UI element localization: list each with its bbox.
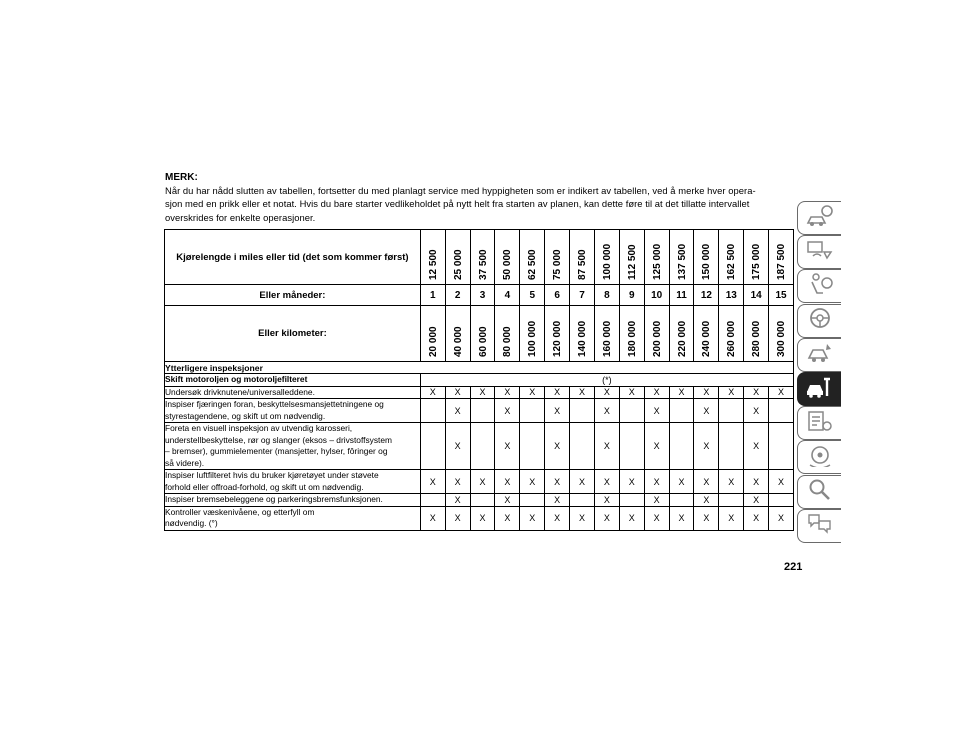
interval-mark: X: [495, 506, 520, 530]
interval-mark: X: [694, 470, 719, 494]
operation-label: [165, 386, 421, 399]
km-cell: [520, 306, 545, 362]
km-value: 140 000: [577, 320, 589, 357]
interval-mark: X: [470, 470, 495, 494]
interval-mark: X: [545, 494, 570, 507]
km-cell: [669, 306, 694, 362]
operation-label-line: Kontroller væskenivåene, og etterfyll om: [165, 506, 315, 517]
miles-cell: [445, 230, 470, 285]
miles-value: 12 500: [427, 249, 439, 280]
chapter-tab-warning-lights[interactable]: [797, 235, 841, 269]
km-value: 60 000: [477, 326, 489, 357]
multimedia-icon: [805, 443, 835, 472]
month-value: 8: [594, 285, 619, 306]
chapter-tab-car-info[interactable]: [797, 201, 841, 235]
interval-mark: X: [545, 506, 570, 530]
miles-cell: [619, 230, 644, 285]
miles-value: 112 500: [626, 244, 638, 280]
interval-mark: X: [520, 386, 545, 399]
km-cell: [744, 306, 769, 362]
interval-mark: X: [619, 386, 644, 399]
oil-change-row: [165, 374, 794, 387]
interval-mark: X: [545, 423, 570, 470]
interval-mark: X: [520, 506, 545, 530]
operation-label: [165, 506, 421, 530]
index-search-icon: [805, 477, 835, 506]
interval-mark: [420, 423, 445, 470]
chapter-tab-specifications[interactable]: [797, 406, 841, 440]
miles-cell: [495, 230, 520, 285]
interval-mark: X: [420, 470, 445, 494]
miles-cell: [420, 230, 445, 285]
miles-cell: [744, 230, 769, 285]
miles-cell: [669, 230, 694, 285]
interval-mark: [420, 494, 445, 507]
interval-mark: X: [594, 386, 619, 399]
interval-mark: X: [445, 470, 470, 494]
month-value: 3: [470, 285, 495, 306]
note-text: [165, 184, 795, 224]
operation-label: [165, 494, 421, 507]
steering-wheel-icon: [805, 306, 835, 335]
month-value: 12: [694, 285, 719, 306]
km-value: 180 000: [626, 320, 638, 357]
miles-value: 150 000: [701, 243, 713, 280]
miles-value: 125 000: [651, 243, 663, 280]
interval-mark: X: [570, 386, 595, 399]
month-value: 10: [644, 285, 669, 306]
interval-mark: [669, 423, 694, 470]
interval-mark: X: [744, 494, 769, 507]
interval-mark: [570, 423, 595, 470]
km-cell: [570, 306, 595, 362]
interval-mark: X: [495, 470, 520, 494]
km-header: Eller kilometer:: [165, 306, 421, 362]
interval-mark: X: [769, 386, 794, 399]
km-value: 220 000: [676, 320, 688, 357]
chapter-tab-car-service[interactable]: [797, 372, 841, 406]
operation-label: [165, 470, 421, 494]
car-crash-icon: [805, 340, 835, 369]
interval-mark: X: [570, 506, 595, 530]
operation-row: [165, 399, 794, 423]
months-header: Eller måneder:: [165, 285, 421, 306]
seat-safety-icon: [805, 272, 835, 301]
interval-mark: X: [644, 494, 669, 507]
interval-mark: X: [445, 494, 470, 507]
oil-change-label: Skift motoroljen og motoroljefilteret: [165, 374, 421, 387]
section-title: Ytterligere inspeksjoner: [165, 362, 794, 374]
km-value: 20 000: [427, 326, 439, 357]
km-value: 240 000: [701, 320, 713, 357]
interval-mark: X: [669, 386, 694, 399]
month-value: 7: [570, 285, 595, 306]
km-cell: [644, 306, 669, 362]
km-value: 160 000: [601, 320, 613, 357]
interval-mark: X: [445, 386, 470, 399]
specifications-icon: [805, 409, 835, 438]
month-value: 14: [744, 285, 769, 306]
interval-mark: [719, 399, 744, 423]
month-value: 15: [769, 285, 794, 306]
km-cell: [470, 306, 495, 362]
interval-mark: [669, 399, 694, 423]
interval-mark: X: [495, 494, 520, 507]
chapter-tab-seat-safety[interactable]: [797, 269, 841, 303]
km-value: 120 000: [552, 320, 564, 357]
car-info-icon: [805, 204, 835, 233]
interval-mark: [470, 423, 495, 470]
car-service-icon: [805, 375, 835, 404]
miles-value: 187 500: [776, 243, 788, 280]
interval-mark: X: [694, 423, 719, 470]
interval-mark: X: [570, 470, 595, 494]
miles-value: 25 000: [452, 249, 464, 280]
month-value: 9: [619, 285, 644, 306]
interval-mark: [570, 494, 595, 507]
interval-mark: X: [744, 386, 769, 399]
operation-label-line: Inspiser luftfilteret hvis du bruker kjøretøyet under støvete: [165, 470, 379, 480]
operation-label-line: – bremser), gummielementer (mansjetter, hylser, fôringer og: [165, 446, 388, 456]
interval-mark: [769, 399, 794, 423]
interval-mark: X: [445, 399, 470, 423]
interval-mark: X: [445, 506, 470, 530]
interval-mark: X: [719, 386, 744, 399]
interval-mark: X: [594, 399, 619, 423]
interval-mark: X: [420, 386, 445, 399]
km-header-row: [165, 306, 794, 362]
km-cell: [445, 306, 470, 362]
month-value: 5: [520, 285, 545, 306]
chapter-tab-languages[interactable]: [797, 509, 841, 543]
interval-mark: X: [644, 506, 669, 530]
miles-cell: [470, 230, 495, 285]
interval-mark: X: [769, 470, 794, 494]
km-value: 260 000: [726, 320, 738, 357]
operation-label-line: Foreta en visuell inspeksjon av utvendig karosseri,: [165, 423, 353, 433]
note-line: Når du har nådd slutten av tabellen, fortsetter du med planlagt service med hyppigheten som er indikert av tabellen, ved å merke hver opera-: [165, 185, 756, 196]
interval-mark: X: [644, 386, 669, 399]
interval-mark: [669, 494, 694, 507]
miles-cell: [570, 230, 595, 285]
miles-value: 50 000: [502, 249, 514, 280]
miles-value: 62 500: [527, 249, 539, 280]
interval-mark: [470, 494, 495, 507]
operation-row: [165, 506, 794, 530]
interval-mark: [619, 494, 644, 507]
operation-label-line: Inspiser fjæringen foran, beskyttelsesmansjettetningene og: [165, 399, 384, 409]
miles-cell: [769, 230, 794, 285]
km-cell: [594, 306, 619, 362]
km-value: 80 000: [502, 326, 514, 357]
month-value: 2: [445, 285, 470, 306]
interval-mark: [719, 494, 744, 507]
month-value: 4: [495, 285, 520, 306]
interval-mark: X: [495, 386, 520, 399]
miles-value: 87 500: [577, 249, 589, 280]
miles-cell: [719, 230, 744, 285]
interval-mark: X: [520, 470, 545, 494]
interval-mark: X: [744, 399, 769, 423]
languages-icon: [805, 511, 835, 540]
operation-label-line: understellbeskyttelse, rør og slanger (eksos – drivstoffsystem: [165, 434, 392, 445]
interval-mark: X: [619, 470, 644, 494]
interval-mark: X: [644, 423, 669, 470]
interval-mark: X: [619, 506, 644, 530]
km-cell: [545, 306, 570, 362]
note-line: sjon med en prikk eller et notat. Hvis du bare starter vedlikeholdet på nytt helt fra starten av planen, kan dette føre til at det tillatte intervallet: [165, 198, 750, 210]
month-value: 6: [545, 285, 570, 306]
section-row: [165, 362, 794, 374]
interval-mark: X: [694, 506, 719, 530]
km-value: 280 000: [751, 320, 763, 357]
miles-header-row: [165, 230, 794, 285]
interval-mark: X: [545, 399, 570, 423]
operation-row: [165, 470, 794, 494]
interval-mark: X: [495, 399, 520, 423]
note-title: MERK:: [165, 172, 198, 183]
km-value: 100 000: [527, 320, 539, 357]
months-header-row: [165, 285, 794, 306]
interval-mark: X: [594, 494, 619, 507]
miles-cell: [694, 230, 719, 285]
interval-mark: X: [470, 386, 495, 399]
interval-mark: X: [744, 470, 769, 494]
operation-label-line: Undersøk drivknutene/universalleddene.: [165, 386, 315, 397]
chapter-tab-car-crash[interactable]: [797, 338, 841, 372]
km-value: 300 000: [776, 320, 788, 357]
miles-value: 37 500: [477, 249, 489, 280]
km-cell: [769, 306, 794, 362]
interval-mark: X: [669, 470, 694, 494]
maintenance-schedule-table: [164, 229, 794, 531]
interval-mark: X: [744, 423, 769, 470]
operation-label-line: så videre).: [165, 457, 205, 468]
miles-cell: [594, 230, 619, 285]
km-cell: [694, 306, 719, 362]
km-cell: [495, 306, 520, 362]
interval-mark: X: [769, 506, 794, 530]
interval-mark: X: [495, 423, 520, 470]
interval-mark: [719, 423, 744, 470]
chapter-tab-index-search[interactable]: [797, 475, 841, 509]
oil-change-mark: (*): [420, 374, 793, 387]
operation-label-line: Inspiser bremsebeleggene og parkeringsbremsfunksjonen.: [165, 494, 383, 504]
operation-row: [165, 494, 794, 507]
chapter-tab-multimedia[interactable]: [797, 440, 841, 474]
km-cell: [619, 306, 644, 362]
interval-mark: X: [594, 506, 619, 530]
interval-mark: X: [594, 470, 619, 494]
interval-mark: X: [470, 506, 495, 530]
chapter-tab-steering-wheel[interactable]: [797, 304, 841, 338]
interval-mark: X: [644, 470, 669, 494]
month-value: 1: [420, 285, 445, 306]
miles-cell: [545, 230, 570, 285]
interval-mark: X: [719, 470, 744, 494]
interval-mark: X: [445, 423, 470, 470]
interval-mark: X: [694, 494, 719, 507]
month-value: 13: [719, 285, 744, 306]
interval-mark: [570, 399, 595, 423]
interval-mark: X: [694, 386, 719, 399]
interval-mark: [619, 399, 644, 423]
operation-row: [165, 386, 794, 399]
miles-header: Kjørelengde i miles eller tid (det som kommer først): [165, 230, 421, 285]
interval-mark: X: [669, 506, 694, 530]
km-value: 200 000: [651, 320, 663, 357]
interval-mark: X: [545, 386, 570, 399]
interval-mark: X: [594, 423, 619, 470]
interval-mark: [520, 494, 545, 507]
miles-cell: [520, 230, 545, 285]
page-number: 221: [784, 561, 803, 573]
operation-label-line: nødvendig. (°): [165, 518, 218, 528]
miles-value: 100 000: [601, 243, 613, 280]
interval-mark: [420, 399, 445, 423]
miles-value: 137 500: [676, 243, 688, 280]
interval-mark: [619, 423, 644, 470]
miles-value: 75 000: [552, 249, 564, 280]
interval-mark: X: [694, 399, 719, 423]
interval-mark: X: [644, 399, 669, 423]
interval-mark: X: [420, 506, 445, 530]
interval-mark: [769, 423, 794, 470]
operation-row: [165, 423, 794, 470]
note-block: [165, 171, 795, 224]
interval-mark: [470, 399, 495, 423]
operation-label: [165, 423, 421, 470]
miles-value: 162 500: [726, 243, 738, 280]
warning-lights-icon: [805, 238, 835, 267]
note-line: overskrides for enkelte operasjoner.: [165, 211, 316, 223]
interval-mark: X: [545, 470, 570, 494]
operation-label-line: forhold eller offroad-forhold, og skift ut om nødvendig.: [165, 481, 364, 492]
operation-label: [165, 399, 421, 423]
interval-mark: X: [744, 506, 769, 530]
month-value: 11: [669, 285, 694, 306]
km-cell: [719, 306, 744, 362]
km-value: 40 000: [452, 326, 464, 357]
interval-mark: [520, 423, 545, 470]
miles-cell: [644, 230, 669, 285]
operation-label-line: styrestagendene, og skift ut om nødvendig.: [165, 410, 326, 421]
miles-value: 175 000: [751, 243, 763, 280]
interval-mark: [769, 494, 794, 507]
interval-mark: X: [719, 506, 744, 530]
km-cell: [420, 306, 445, 362]
interval-mark: [520, 399, 545, 423]
